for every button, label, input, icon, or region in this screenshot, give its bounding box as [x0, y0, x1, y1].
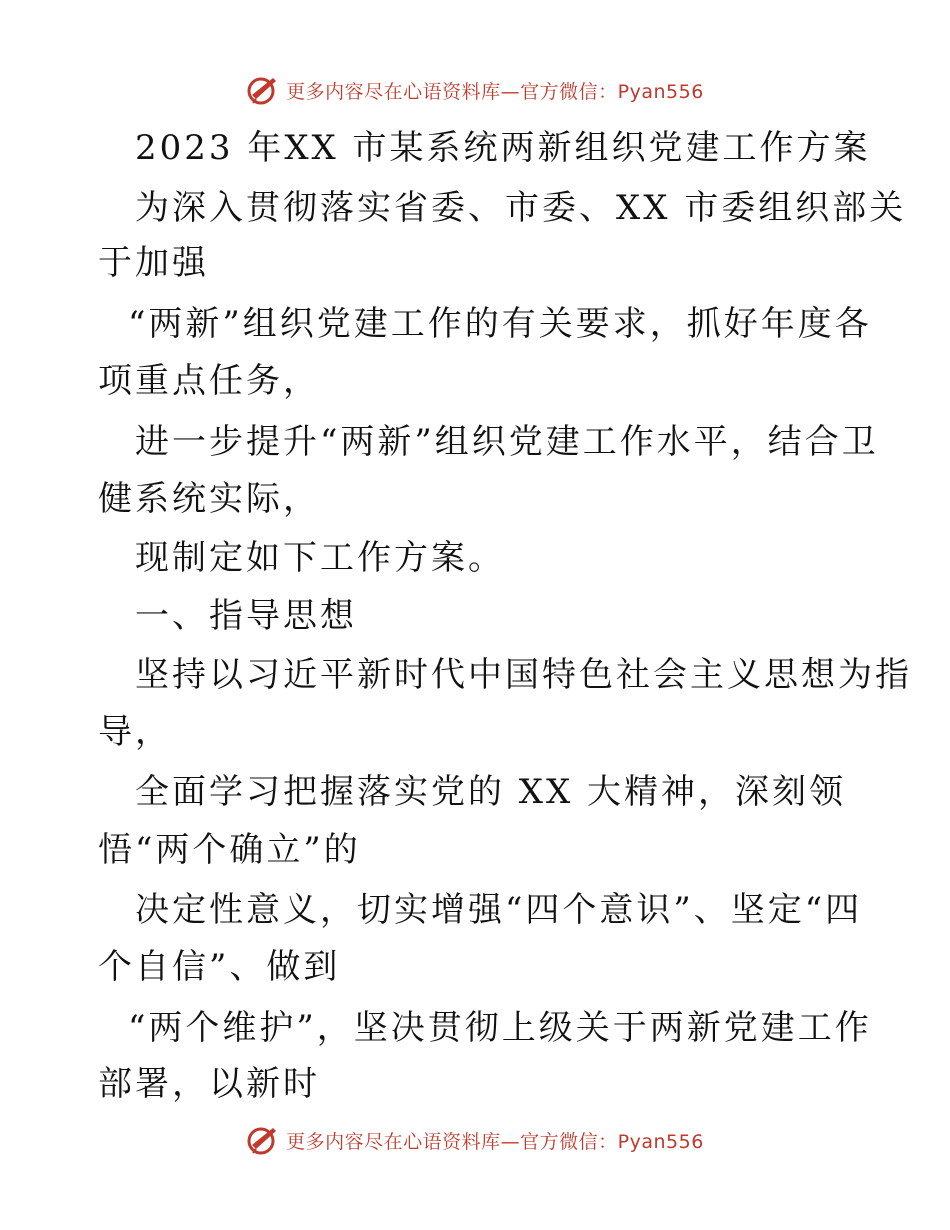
document-line: 全面学习把握落实党的 XX 大精神，深刻领 — [135, 772, 847, 812]
document-line: 现制定如下工作方案。 — [135, 538, 505, 578]
footer-watermark — [0, 1120, 950, 1160]
document-line: 悟“两个确立”的 — [98, 830, 361, 870]
watermark-text — [286, 1127, 704, 1154]
document-line: 项重点任务， — [98, 361, 320, 401]
section-heading: 一、指导思想 — [135, 596, 357, 636]
header-watermark — [0, 70, 950, 110]
watermark-text — [286, 77, 704, 104]
quill-pen-circle-icon — [246, 73, 280, 107]
document-line: 健系统实际， — [98, 479, 320, 519]
watermark-site: 更多内容尽在心语资料库— — [286, 1130, 521, 1153]
watermark-contact: 官方微信：Pyan556 — [520, 80, 704, 103]
document-title: 2023 年XX 市某系统两新组织党建工作方案 — [135, 128, 871, 168]
document-line: 为深入贯彻落实省委、市委、XX 市委组织部关 — [135, 188, 907, 228]
document-line: “两个维护”，坚决贯彻上级关于两新党建工作 — [128, 1008, 872, 1048]
quill-pen-circle-icon — [246, 1123, 280, 1157]
watermark-site: 更多内容尽在心语资料库— — [286, 80, 521, 103]
document-line: 坚持以习近平新时代中国特色社会主义思想为指 — [135, 655, 912, 695]
document-line: 进一步提升“两新”组织党建工作水平，结合卫 — [135, 422, 879, 462]
watermark-contact: 官方微信：Pyan556 — [520, 1130, 704, 1153]
document-line: 于加强 — [98, 243, 209, 283]
document-line: “两新”组织党建工作的有关要求，抓好年度各 — [128, 304, 872, 344]
document-line: 部署，以新时 — [98, 1064, 320, 1104]
document-line: 决定性意义，切实增强“四个意识”、坚定“四 — [135, 890, 863, 930]
document-line: 个自信”、做到 — [98, 947, 341, 987]
document-line: 导， — [98, 712, 172, 752]
